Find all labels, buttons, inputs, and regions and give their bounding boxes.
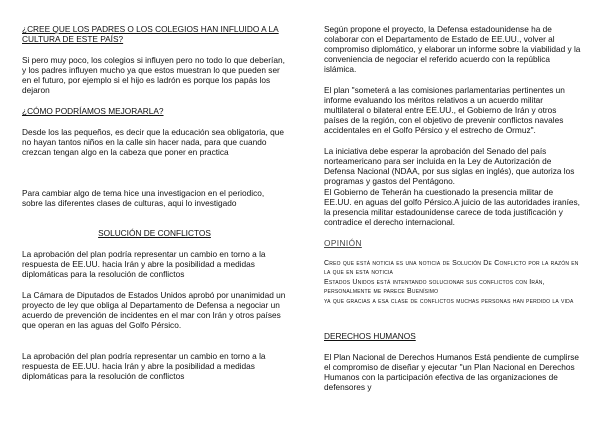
opinion-line-1: Creo que está noticia es una noticia de Solución De Conflicto por la razón en la que en esta noticia <box>324 260 579 276</box>
human-rights-heading: DERECHOS HUMANOS <box>324 331 416 341</box>
paragraph-plan-approval-repeat: La aprobación del plan podría representar un cambio en torno a la respuesta de EE.UU. hacia Irán y abre la posibilidad a medidas diplomáticas para la resolución de conflictos <box>22 351 266 381</box>
question-culture-influence: ¿CREE QUE LOS PADRES O LOS COLEGIOS HAN INFLUIDO A LA CULTURA DE ESTE PAÍS? <box>22 24 279 44</box>
paragraph-plan-approval: La aprobación del plan podría representar un cambio en torno a la respuesta de EE.UU. hacia Irán y abre la posibilidad a medidas diplomáticas para la resolución de conflictos <box>22 249 266 279</box>
answer-culture-influence: Si pero muy poco, los colegios si influyen pero no todo lo que deberían, y los padres influyen mucho ya que estos muestran lo que pueden ser en el futuro, por ejemplo si el hijo es ladrón es porque los papás los dejaron <box>22 55 285 95</box>
paragraph-tehran-government: El Gobierno de Teherán ha cuestionado la presencia militar de EE.UU. en aguas del golfo Pérsico.A juicio de las autoridades iraníes, la presencia militar estadounidense carece de toda justificación y contradice el derecho internacional. <box>324 187 580 227</box>
paragraph-project-proposal: Según propone el proyecto, la Defensa estadounidense ha de colaborar con el Departamento de Estado de EE.UU., volver al compromiso diplomático, y elaborar un informe sobre la viabilidad y la conveniencia de negociar el referido acuerdo con la república islámica. <box>324 24 581 74</box>
paragraph-human-rights-plan: El Plan Nacional de Derechos Humanos Está pendiente de cumplirse el compromiso de diseñar y ejecutar "un Plan Nacional en Derechos Humanos con la participación efectiva de las organizaciones de defensores y <box>324 352 580 392</box>
opinion-heading: OPINIÓN <box>324 238 362 248</box>
research-intro: Para cambiar algo de tema hice una investigacion en el periodico, sobre las diferentes clases de culturas, aqui lo investigado <box>22 188 265 208</box>
opinion-line-2: Estados Unidos está intentando solucionar sus conflictos con Irán, personalmente me parece Buenísimo <box>324 279 545 295</box>
paragraph-house-approval: La Cámara de Diputados de Estados Unidos aprobó por unanimidad un proyecto de ley que obliga al Departamento de Defensa a negociar un acuerdo de prevención de incidentes en el mar con Irán y otros países que operan en las aguas del Golfo Pérsico. <box>22 290 286 330</box>
paragraph-plan-quote: El plan "someterá a las comisiones parlamentarias pertinentes un informe evaluando los méritos relativos a un acuerdo militar multilateral o bilateral entre EE.UU., el Gobierno de Irán y otros países de la región, con el objetivo de prevenir conflictos navales accidentales en el Golfo Pérsico y el estrecho de Ormuz". <box>324 85 565 135</box>
question-how-improve: ¿CÓMO PODRÍAMOS MEJORARLA? <box>22 106 164 116</box>
paragraph-senate-approval: La iniciativa debe esperar la aprobación del Senado del país norteamericano para ser incluida en la Ley de Autorización de Defensa Nacional (NDAA, por sus siglas en inglés), que autoriza los programas y gastos del Pentágono. <box>324 146 575 186</box>
answer-how-improve: Desde los las pequeños, es decir que la educación sea obligatoria, que no hayan tantos niños en la calle sin hacer nada, para que cuando crezcan tengan algo en la cabeza que poner en practica <box>22 127 284 157</box>
opinion-line-3: ya que gracias a esa clase de conflictos muchas personas han perdido la vida <box>324 298 574 305</box>
section-heading-conflict-resolution: SOLUCIÓN DE CONFLICTOS <box>98 228 211 238</box>
